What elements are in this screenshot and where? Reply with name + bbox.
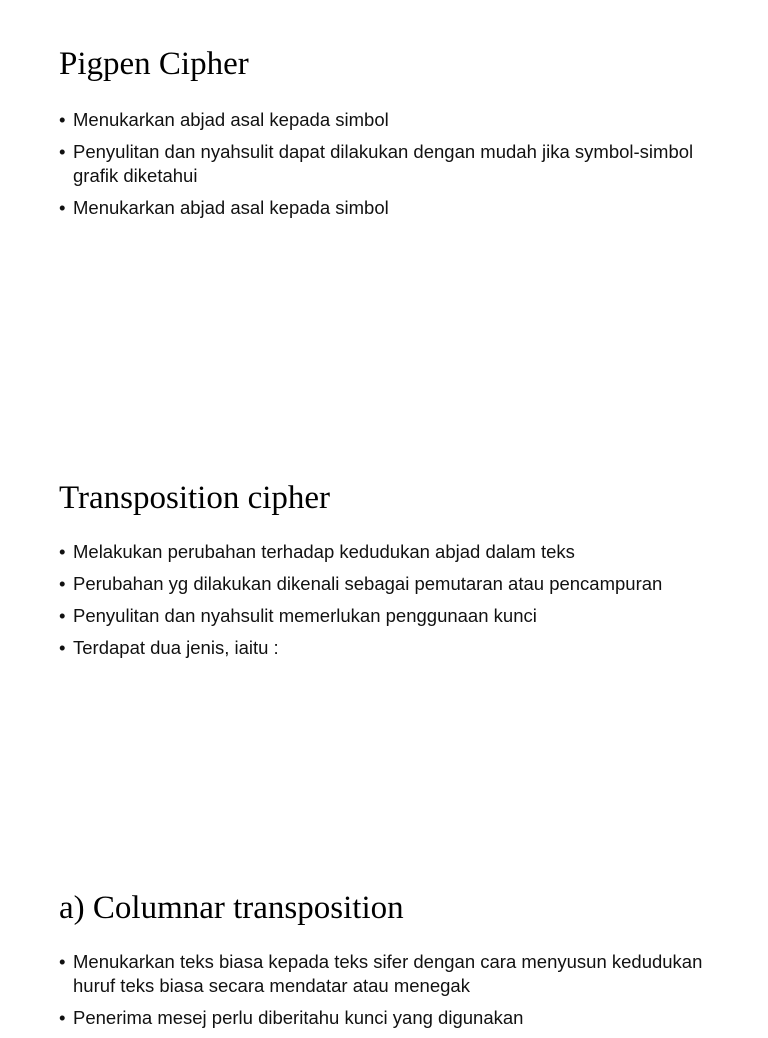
bullet-item — [59, 572, 718, 596]
bullet-dot-icon: • — [59, 1007, 66, 1028]
slide-columnar-transposition — [0, 888, 768, 1038]
bullet-item — [59, 540, 718, 564]
bullet-item — [59, 140, 718, 188]
bullet-item — [59, 1006, 718, 1030]
bullet-list — [59, 540, 718, 660]
bullet-dot-icon: • — [59, 541, 66, 562]
bullet-text: Penyulitan dan nyahsulit memerlukan penggunaan kunci — [73, 605, 537, 626]
bullet-item — [59, 196, 718, 220]
bullet-text: Menukarkan abjad asal kepada simbol — [73, 109, 389, 130]
slide-title: Transposition cipher — [59, 480, 331, 516]
bullet-item — [59, 108, 718, 132]
bullet-text: Melakukan perubahan terhadap kedudukan abjad dalam teks — [73, 541, 575, 562]
bullet-dot-icon: • — [59, 109, 66, 130]
bullet-dot-icon: • — [59, 141, 66, 162]
bullet-item — [59, 950, 718, 998]
bullet-item — [59, 636, 718, 660]
bullet-list — [59, 950, 718, 1030]
bullet-dot-icon: • — [59, 951, 66, 972]
bullet-dot-icon: • — [59, 637, 66, 658]
bullet-text: Perubahan yg dilakukan dikenali sebagai pemutaran atau pencampuran — [73, 573, 663, 594]
slide-title: Pigpen Cipher — [59, 46, 249, 82]
bullet-dot-icon: • — [59, 573, 66, 594]
bullet-text: Menukarkan abjad asal kepada simbol — [73, 197, 389, 218]
bullet-dot-icon: • — [59, 605, 66, 626]
slide-transposition-cipher — [0, 478, 768, 668]
slide-pigpen-cipher — [0, 44, 768, 228]
bullet-text: Penerima mesej perlu diberitahu kunci yang digunakan — [73, 1007, 524, 1028]
slide-title: a) Columnar transposition — [59, 890, 404, 926]
bullet-dot-icon: • — [59, 197, 66, 218]
bullet-text: Terdapat dua jenis, iaitu : — [73, 637, 279, 658]
bullet-item — [59, 604, 718, 628]
bullet-text: Penyulitan dan nyahsulit dapat dilakukan dengan mudah jika symbol-simbol grafik diketahui — [73, 141, 694, 186]
bullet-list — [59, 108, 718, 220]
bullet-text: Menukarkan teks biasa kepada teks sifer dengan cara menyusun kedudukan huruf teks biasa secara mendatar atau menegak — [73, 951, 703, 996]
